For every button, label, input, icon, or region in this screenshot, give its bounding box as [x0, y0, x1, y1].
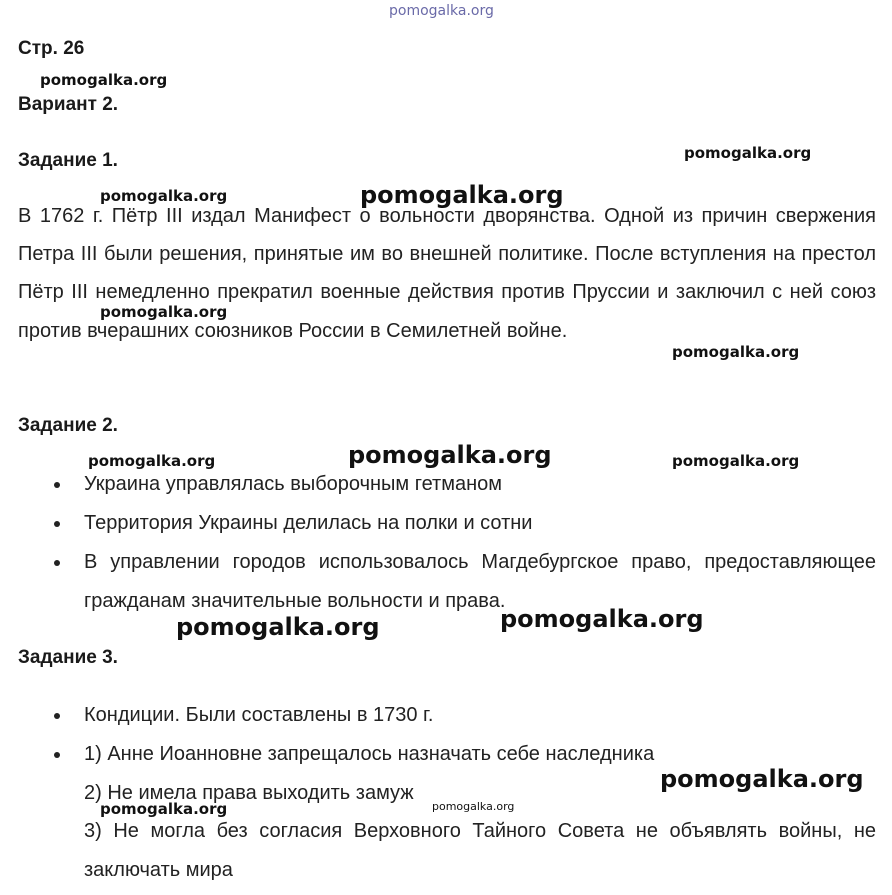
- task2-heading: Задание 2.: [18, 415, 118, 436]
- list-item-text: Кондиции. Были составлены в 1730 г.: [84, 704, 434, 726]
- condition-line: 1) Анне Иоанновне запрещалось назначать себе наследника: [84, 743, 655, 765]
- bullet-icon: [54, 482, 60, 488]
- task3-list: [0, 696, 892, 895]
- watermark: pomogalka.org: [684, 144, 812, 162]
- watermark: pomogalka.org: [672, 452, 800, 470]
- condition-line: 2) Не имела права выходить замуж: [84, 781, 414, 804]
- list-item: [0, 696, 892, 735]
- task1-text: В 1762 г. Пётр III издал Манифест о вольности дворянства. Одной из причин свержения Петра III были решения, принятые им во внешней политике. После вступления на престол Пётр III немедленно прекратил военные действия против Пруссии и заключил с ней союз против вчерашних союзников России в Семилетней войне.: [18, 205, 876, 342]
- watermark: pomogalka.org: [176, 613, 380, 641]
- watermark: pomogalka.org: [40, 71, 168, 89]
- list-item: [0, 465, 892, 504]
- variant-title: Вариант 2.: [18, 94, 119, 115]
- bullet-icon: [54, 713, 60, 719]
- list-item: [0, 504, 892, 543]
- watermark: pomogalka.org: [660, 765, 864, 793]
- list-item: [0, 543, 892, 621]
- bullet-icon: [54, 521, 60, 527]
- watermark: pomogalka.org: [88, 452, 216, 470]
- watermark: pomogalka.org: [500, 605, 704, 633]
- watermark-top: pomogalka.org: [389, 3, 494, 19]
- watermark: pomogalka.org: [100, 303, 228, 321]
- watermark: pomogalka.org: [672, 343, 800, 361]
- bullet-icon: [54, 752, 60, 758]
- list-item-text: В управлении городов использовалось Магдебургское право, предоставляющее гражданам значительные вольности и права.: [84, 551, 876, 612]
- watermark: pomogalka.org: [100, 800, 228, 818]
- watermark: pomogalka.org: [348, 441, 552, 469]
- bullet-icon: [54, 560, 60, 566]
- list-item-text: Территория Украины делилась на полки и сотни: [84, 512, 533, 534]
- task2-list: [0, 465, 892, 621]
- watermark: pomogalka.org: [100, 187, 228, 205]
- task1-heading: Задание 1.: [18, 150, 118, 171]
- condition-line: 3) Не могла без согласия Верховного Тайного Совета не объявлять войны, не заключать мира: [84, 820, 876, 881]
- watermark: pomogalka.org: [360, 181, 564, 209]
- watermark: pomogalka.org: [432, 800, 515, 813]
- task3-heading: Задание 3.: [18, 647, 118, 668]
- list-item-text: Украина управлялась выборочным гетманом: [84, 473, 503, 495]
- page-number: Стр. 26: [18, 38, 85, 59]
